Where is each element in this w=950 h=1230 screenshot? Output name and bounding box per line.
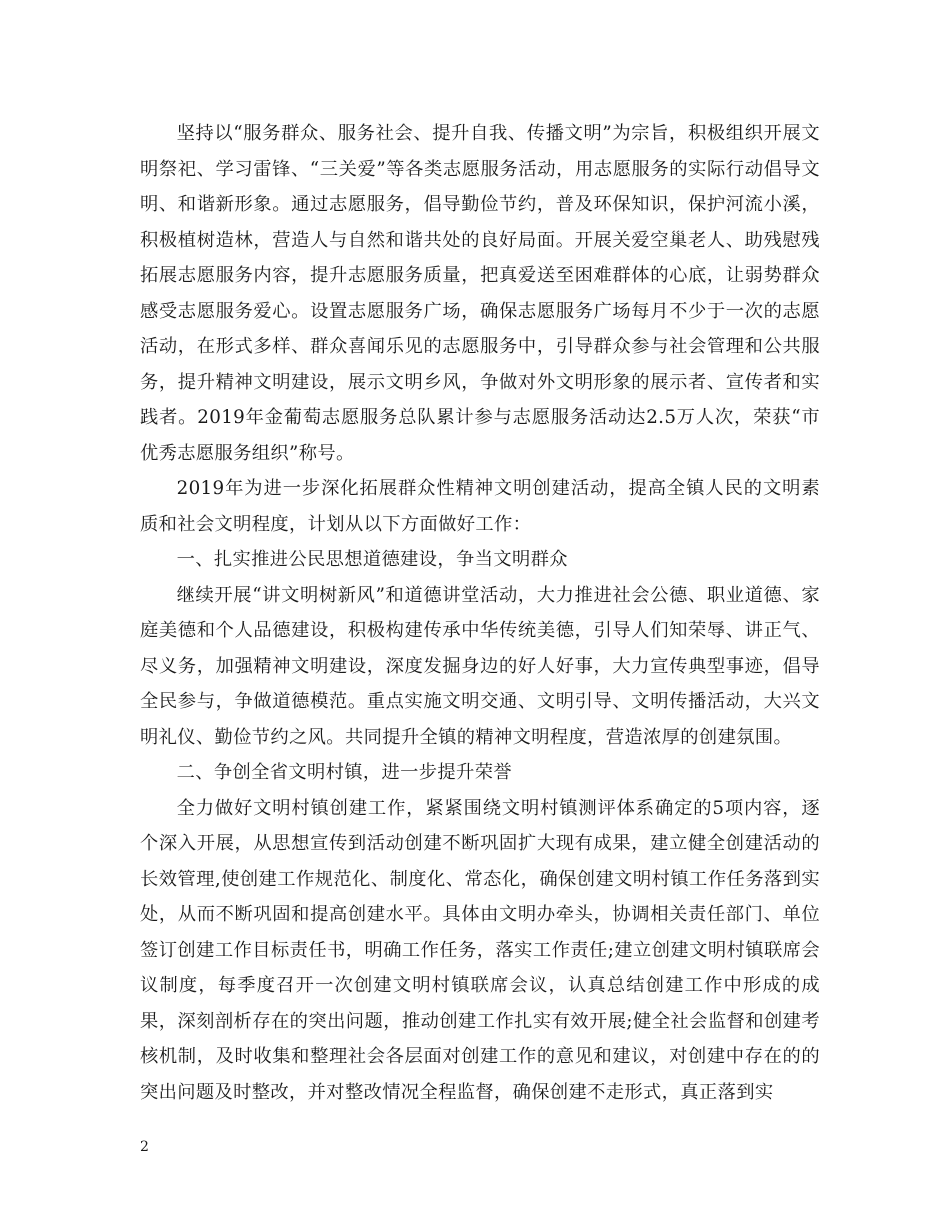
page-number: 2: [140, 1139, 149, 1155]
section-heading-civilized-village: 二、争创全省文明村镇，进一步提升荣誉: [176, 762, 512, 783]
section-heading-moral-construction: 一、扎实推进公民思想道德建设，争当文明群众: [176, 549, 568, 570]
body-paragraph-moral-construction: 继续开展“讲文明树新风”和道德讲堂活动，大力推进社会公德、职业道德、家庭美德和个人品德建设，积极构建传承中华传统美德，引导人们知荣辱、讲正气、尽义务，加强精神文明建设，深度发掘身边的好人好事，大力宣传典型事迹，倡导全民参与，争做道德模范。重点实施文明交通、文明引导、文明传播活动，大兴文明礼仪、勤俭节约之风。共同提升全镇的精神文明程度，营造浓厚的创建氛围。: [140, 584, 820, 748]
body-paragraph-volunteer-service: 坚持以“服务群众、服务社会、提升自我、传播文明”为宗旨，积极组织开展文明祭祀、学习雷锋、“三关爱”等各类志愿服务活动，用志愿服务的实际行动倡导文明、和谐新形象。通过志愿服务，倡导勤俭节约，普及环保知识，保护河流小溪，积极植树造林，营造人与自然和谐共处的良好局面。开展关爱空巢老人、助残慰残拓展志愿服务内容，提升志愿服务质量，把真爱送至困难群体的心底，让弱势群众感受志愿服务爱心。设置志愿服务广场，确保志愿服务广场每月不少于一次的志愿活动，在形式多样、群众喜闻乐见的志愿服务中，引导群众参与社会管理和公共服务，提升精神文明建设，展示文明乡风，争做对外文明形象的展示者、宣传者和实践者。2019年金葡萄志愿服务总队累计参与志愿服务活动达2.5万人次，荣获“市优秀志愿服务组织”称号。: [140, 123, 820, 464]
body-paragraph-civilized-village: 全力做好文明村镇创建工作，紧紧围绕文明村镇测评体系确定的5项内容，逐个深入开展，从思想宣传到活动创建不断巩固扩大现有成果，建立健全创建活动的长效管理,使创建工作规范化、制度化、常态化，确保创建文明村镇工作任务落到实处，从而不断巩固和提高创建水平。具体由文明办牵头，协调相关责任部门、单位签订创建工作目标责任书，明确工作任务，落实工作责任;建立创建文明村镇联席会议制度，每季度召开一次创建文明村镇联席会议，认真总结创建工作中形成的成果，深刻剖析存在的突出问题，推动创建工作扎实有效开展;健全社会监督和创建考核机制，及时收集和整理社会各层面对创建工作的意见和建议，对创建中存在的的突出问题及时整改，并对整改情况全程监督，确保创建不走形式，真正落到实: [140, 797, 820, 1103]
document-page: [140, 116, 820, 1110]
body-paragraph-plan-intro: 2019年为进一步深化拓展群众性精神文明创建活动，提高全镇人民的文明素质和社会文明程度，计划从以下方面做好工作：: [140, 478, 820, 535]
